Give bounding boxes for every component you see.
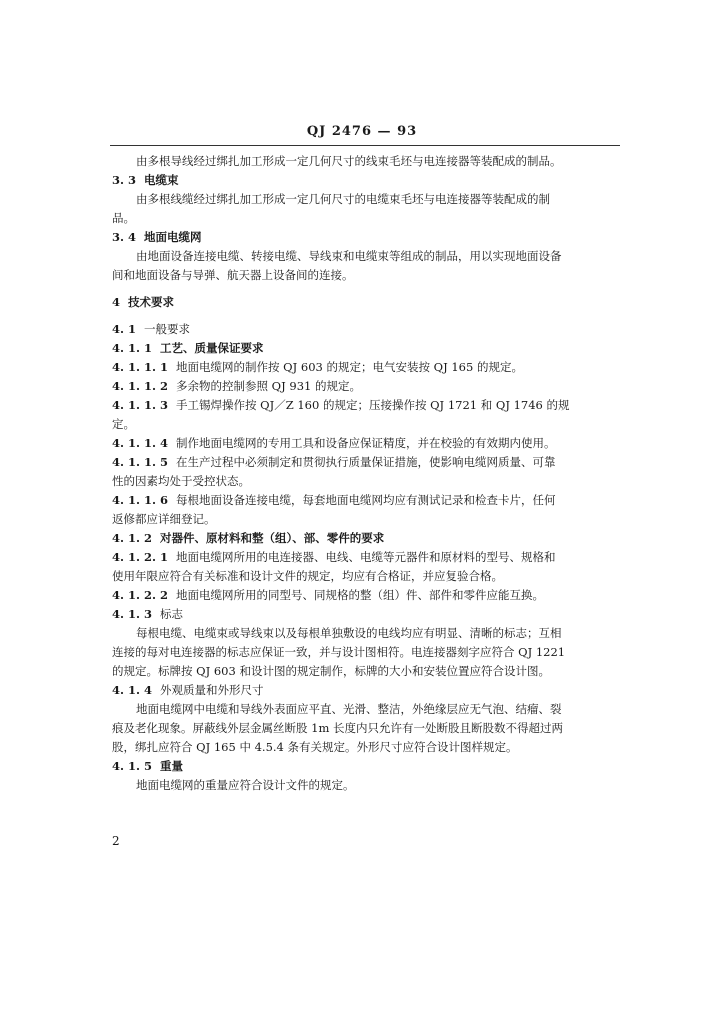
header-rule: [110, 145, 620, 146]
clause-item: 4. 1. 1. 4 制作地面电缆网的专用工具和设备应保证精度，并在校验的有效期内使用。: [112, 436, 556, 450]
text-line: 品。: [112, 211, 135, 225]
text-line: 使用年限应符合有关标准和设计文件的规定，均应有合格证，并应复验合格。: [112, 569, 503, 583]
section-heading: 4. 1. 4 外观质量和外形尺寸: [112, 683, 264, 697]
text-line: 由多根线缆经过绑扎加工形成一定几何尺寸的电缆束毛坯与电连接器等装配成的制: [136, 192, 550, 206]
text-line: 定。: [112, 417, 135, 431]
text-line: 的规定。标牌按 QJ 603 和设计图的规定制作，标牌的大小和安装位置应符合设计图。: [112, 664, 550, 678]
clause-item: 4. 1. 2. 2 地面电缆网所用的同型号、同规格的整（组）件、部件和零件应能互换。: [112, 588, 545, 602]
page-number: 2: [112, 834, 120, 848]
clause-item: 4. 1. 1. 2 多余物的控制参照 QJ 931 的规定。: [112, 379, 361, 393]
text-line: 痕及老化现象。屏蔽线外层金属丝断股 1m 长度内只允许有一处断股且断股数不得超过两: [112, 721, 564, 735]
text-line: 股，绑扎应符合 QJ 165 中 4.5.4 条有关规定。外形尺寸应符合设计图样规定。: [112, 740, 518, 754]
section-heading: 3. 3 电缆束: [112, 173, 179, 187]
text-line: 由多根导线经过绑扎加工形成一定几何尺寸的线束毛坯与电连接器等装配成的制品。: [136, 154, 562, 168]
text-line: 返修都应详细登记。: [112, 512, 216, 526]
document-body: [112, 152, 620, 795]
clause-item: 4. 1. 2. 1 地面电缆网所用的电连接器、电线、电缆等元器件和原材料的型号、规格和: [112, 550, 556, 564]
text-line: 由地面设备连接电缆、转接电缆、导线束和电缆束等组成的制品，用以实现地面设备: [136, 249, 562, 263]
clause-item: 4. 1. 1. 3 手工锡焊操作按 QJ／Z 160 的规定；压接操作按 QJ 1721 和 QJ 1746 的规: [112, 398, 570, 412]
text-line: 每根电缆、电缆束或导线束以及每根单独敷设的电线均应有明显、清晰的标志；互相: [136, 626, 562, 640]
clause-item: 4. 1. 1. 1 地面电缆网的制作按 QJ 603 的规定；电气安装按 QJ 165 的规定。: [112, 360, 523, 374]
section-heading: 4. 1. 5 重量: [112, 759, 184, 773]
text-line: 连接的每对电连接器的标志应保证一致，并与设计图相符。电连接器刻字应符合 QJ 1221: [112, 645, 566, 659]
text-line: 地面电缆网的重量应符合设计文件的规定。: [136, 778, 355, 792]
section-heading: 4. 1. 1 工艺、质量保证要求: [112, 341, 264, 355]
page-header: QJ 2476 — 93: [306, 124, 418, 139]
section-heading: 4. 1 一般要求: [112, 322, 191, 336]
clause-item: 4. 1. 1. 5 在生产过程中必须制定和贯彻执行质量保证措施，使影响电缆网质量、可靠: [112, 455, 556, 469]
text-line: 地面电缆网中电缆和导线外表面应平直、光滑、整洁，外绝缘层应无气泡、结瘤、裂: [136, 702, 562, 716]
section-heading: 3. 4 地面电缆网: [112, 230, 202, 244]
text-line: 间和地面设备与导弹、航天器上设备间的连接。: [112, 268, 354, 282]
section-heading: 4 技术要求: [112, 295, 175, 309]
section-heading: 4. 1. 2 对器件、原材料和整（组）、部、零件的要求: [112, 531, 385, 545]
section-heading: 4. 1. 3 标志: [112, 607, 184, 621]
text-line: 性的因素均处于受控状态。: [112, 474, 250, 488]
clause-item: 4. 1. 1. 6 每根地面设备连接电缆，每套地面电缆网均应有测试记录和检查卡片，任何: [112, 493, 556, 507]
